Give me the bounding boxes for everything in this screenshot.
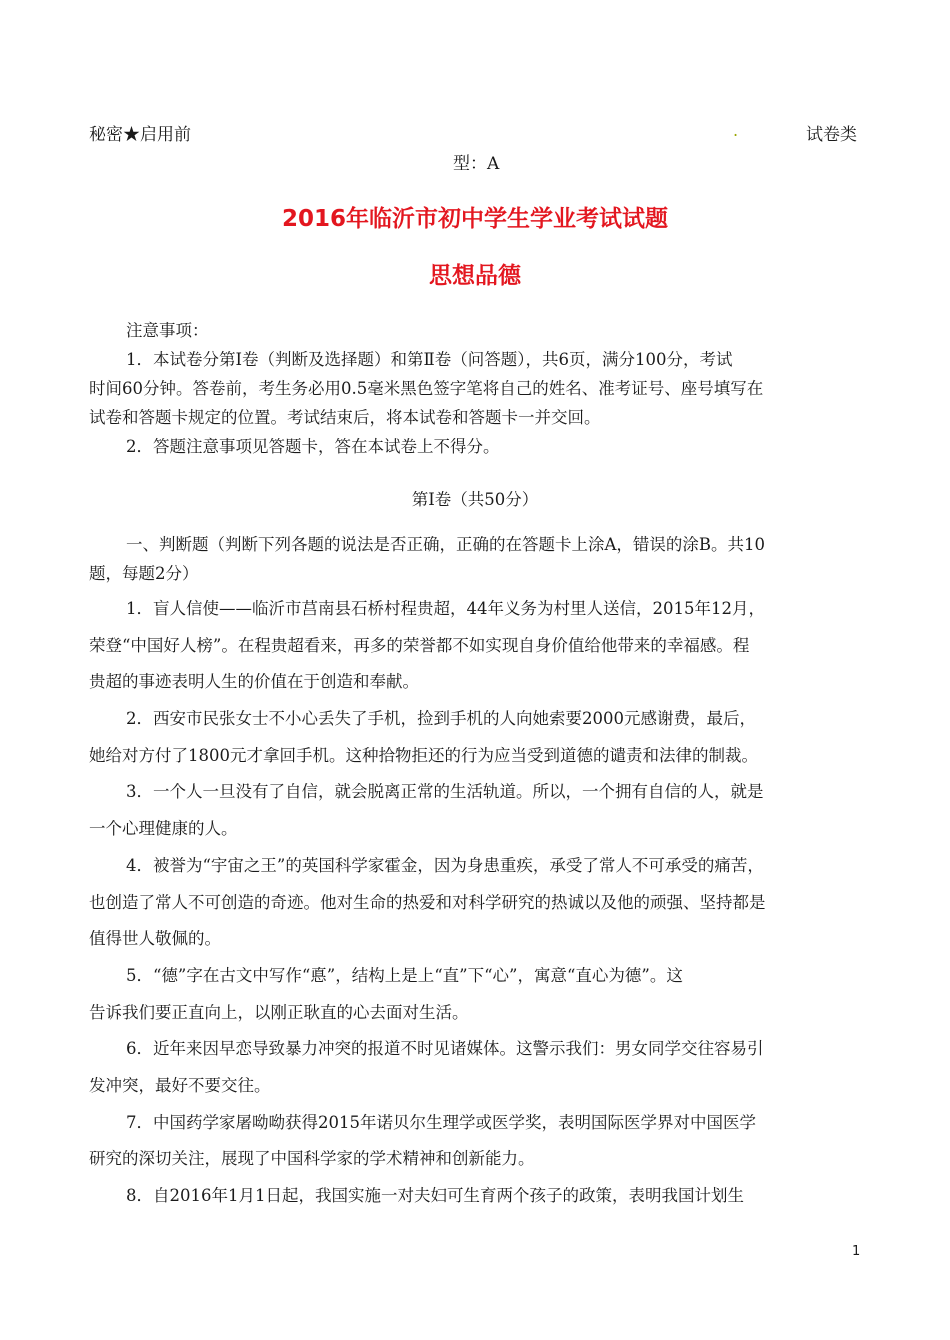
question-line: 6．近年来因早恋导致暴力冲突的报道不时见诸媒体。这警示我们：男女同学交往容易引 <box>126 1039 764 1059</box>
question-line: 她给对方付了1800元才拿回手机。这种拾物拒还的行为应当受到道德的谴责和法律的制裁。 <box>89 745 758 765</box>
question-line: 值得世人敬佩的。 <box>89 929 221 949</box>
questions-block <box>89 591 861 1215</box>
page-number: 1 <box>852 1244 861 1259</box>
notice-line: 2．答题注意事项见答题卡，答在本试卷上不得分。 <box>126 437 500 456</box>
confidential-label: 秘密★启用前 <box>89 125 191 145</box>
question-line: 2．西安市民张女士不小心丢失了手机，捡到手机的人向她索要2000元感谢费，最后， <box>126 709 756 729</box>
exam-title: 2016年临沂市初中学生学业考试试题 <box>281 206 668 232</box>
part-line: 题，每题2分） <box>89 564 199 583</box>
question-line: 一个心理健康的人。 <box>89 819 238 839</box>
question-line: 5．“德”字在古文中写作“悳”，结构上是上“直”下“心”，寓意“直心为德”。这 <box>126 965 683 985</box>
question-line: 4．被誉为“宇宙之王”的英国科学家霍金，因为身患重疾，承受了常人不可承受的痛苦， <box>126 855 764 875</box>
paper-type-value: 型：A <box>453 154 500 174</box>
question-line: 8．自2016年1月1日起，我国实施一对夫妇可生育两个孩子的政策，表明我国计划生 <box>126 1186 744 1205</box>
question-line: 1．盲人信使——临沂市莒南县石桥村程贵超，44年义务为村里人送信，2015年12月， <box>126 599 765 618</box>
question-line: 3．一个人一旦没有了自信，就会脱离正常的生活轨道。所以，一个拥有自信的人，就是 <box>126 782 764 802</box>
notice-heading: 注意事项： <box>126 321 209 340</box>
part-line: 一、判断题（判断下列各题的说法是否正确，正确的在答题卡上涂A，错误的涂B。共10 <box>126 535 766 554</box>
question-line: 发冲突，最好不要交往。 <box>89 1075 271 1095</box>
section-heading: 第Ⅰ卷（共50分） <box>411 490 539 509</box>
header-dot: . <box>733 121 739 140</box>
notice-block <box>89 316 861 461</box>
part-instructions <box>89 530 861 588</box>
notice-line: 试卷和答题卡规定的位置。考试结束后，将本试卷和答题卡一并交回。 <box>89 408 601 427</box>
question-line: 荣登“中国好人榜”。在程贵超看来，再多的荣誉都不如实现自身价值给他带来的幸福感。程 <box>89 635 750 655</box>
subject-title: 思想品德 <box>429 263 521 289</box>
question-line: 贵超的事迹表明人生的价值在于创造和奉献。 <box>89 672 419 692</box>
question-line: 研究的深切关注，展现了中国科学家的学术精神和创新能力。 <box>89 1149 535 1169</box>
question-line: 7．中国药学家屠呦呦获得2015年诺贝尔生理学或医学奖，表明国际医学界对中国医学 <box>126 1112 756 1132</box>
paper-type-label: 试卷类 <box>806 125 857 145</box>
question-line: 告诉我们要正直向上，以刚正耿直的心去面对生活。 <box>89 1002 469 1022</box>
question-line: 也创造了常人不可创造的奇迹。他对生命的热爱和对科学研究的热诚以及他的顽强、坚持都是 <box>89 892 766 912</box>
notice-line: 时间60分钟。答卷前，考生务必用0.5毫米黑色签字笔将自己的姓名、准考证号、座号填写在 <box>89 379 764 398</box>
notice-line: 1．本试卷分第Ⅰ卷（判断及选择题）和第Ⅱ卷（问答题），共6页，满分100分，考试 <box>126 350 733 369</box>
